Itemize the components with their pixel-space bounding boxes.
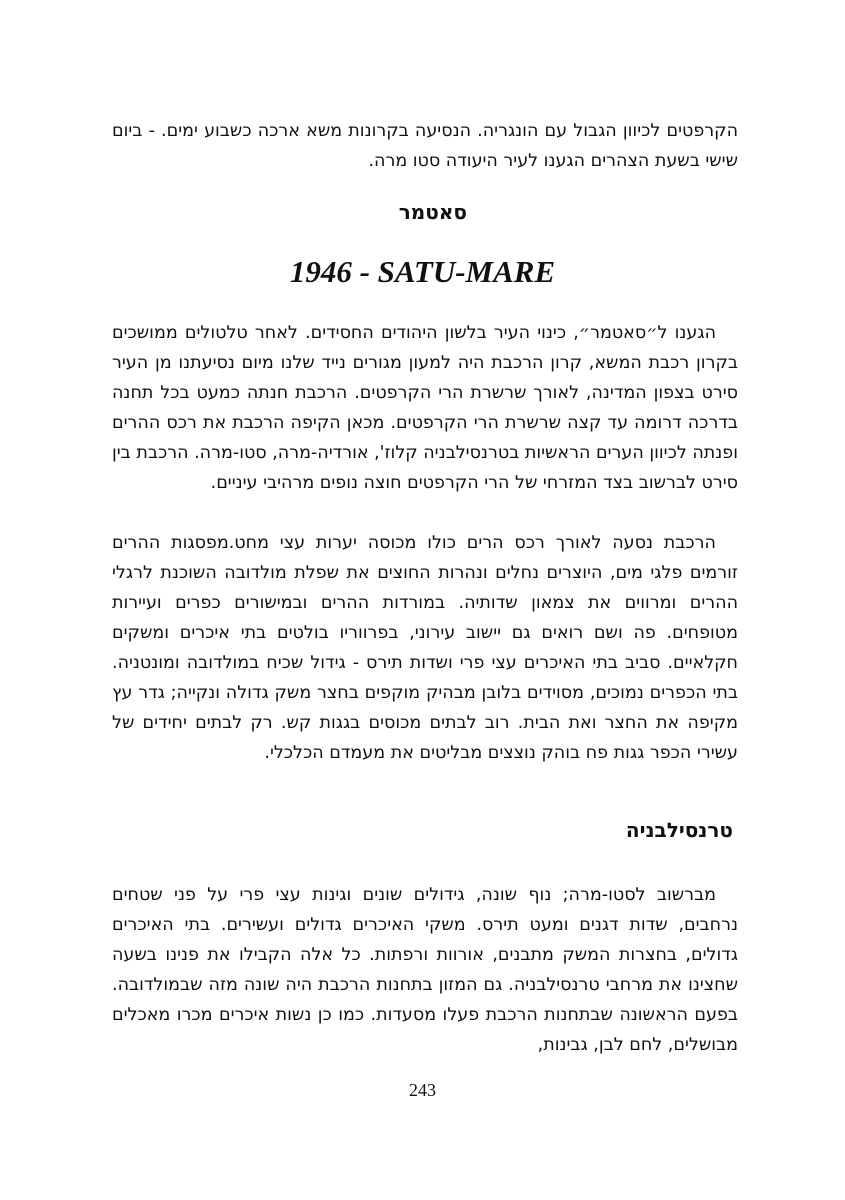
section-heading-transylvania: טרנסילבניה [625,818,733,842]
satmar-paragraph-2: הרכבת נסעה לאורך רכס הרים כולו מכוסה יערות עצי מחט.מפסגות ההרים זורמים פלגי מים, היוצרים נחלים ונהרות החוצים את שפלת מולדובה השוכנת לרגלי ההרים ומרווים את צמאון שדותיה. במורדות ההרים ובמישורים כפרים ועיירות מטופחים. פה ושם רואים גם יישוב עירוני, בפרווריו בולטים בתי איכרים ומשקים חקלאיים. סביב בתי האיכרים עצי פרי ושדות תירס - גידול שכיח במולדובה ומונטניה. בתי הכפרים נמוכים, מסוידים בלובן מבהיק מוקפים בחצר משק גדולה ונקייה; גדר עץ מקיפה את החצר ואת הבית. רוב לבתים מכוסים בגגות קש. רק לבתים יחידים של עשירי הכפר גגות פח בוהק נוצצים מבליטים את מעמדם הכלכלי. [112,533,738,763]
transylvania-paragraph-1: מברשוב לסטו-מרה; נוף שונה, גידולים שונים וגינות עצי פרי על פני שטחים נרחבים, שדות דגנים ומעט תירס. משקי האיכרים גדולים ועשירים. בתי האיכרים גדולים, בחצרות המשק מתבנים, אורוות ורפתות. כל אלה הקבילו את פנינו בשעה שחצינו את מרחבי טרנסילבניה. גם המזון בתחנות הרכבת היה שונה מזה שבמולדובה. בפעם הראשונה שבתחנות הרכבת פעלו מסעדות. כמו כן נשות איכרים מכרו מאכלים מבושלים, לחם לבן, גבינות, [112,885,738,1055]
page-number: 243 [409,1080,436,1100]
section-heading-satmar: סאטמר [398,200,467,224]
chapter-title: 1946 - SATU-MARE [289,254,556,289]
intro-paragraph: הקרפטים לכיוון הגבול עם הונגריה. הנסיעה בקרונות משא ארכה כשבוע ימים. - ביום שישי בשעת הצהרים הגענו לעיר היעודה סטו מרה. [112,121,738,171]
satmar-paragraph-1: הגענו ל״סאטמר״, כינוי העיר בלשון היהודים החסידים. לאחר טלטולים ממושכים בקרון רכבת המשא, קרון הרכבת היה למעון מגורים נייד שלנו מיום נסיעתנו מן העיר סירט בצפון המדינה, לאורך שרשרת הרי הקרפטים. הרכבת חנתה כמעט בכל תחנה בדרכה דרומה עד קצה שרשרת הרי הקרפטים. מכאן הקיפה הרכבת את רכס ההרים ופנתה לכיוון הערים הראשיות בטרנסילבניה קלוז', אורדיה-מרה, סטו-מרה. הרכבת בין סירט לברשוב בצד המזרחי של הרי הקרפטים חוצה נופים מרהיבי עיניים. [112,323,738,493]
